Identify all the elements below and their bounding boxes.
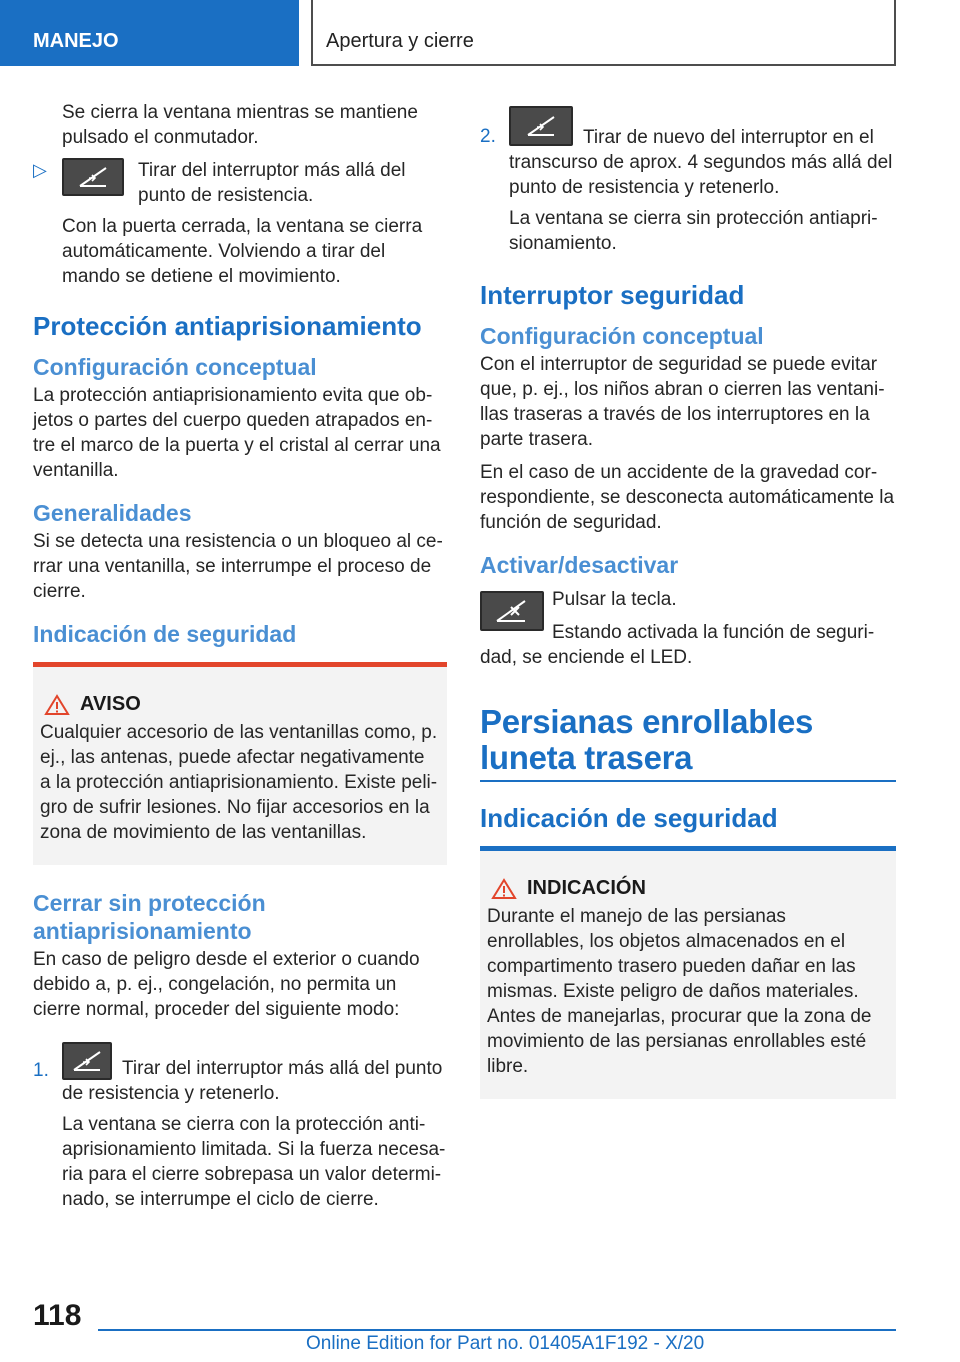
window-switch-icon xyxy=(62,158,124,196)
switch-paragraph-1: Con el interruptor de seguridad se puede evitar que, p. ej., los niños abran o cierren las ventanillas traseras a través de los interruptores en la parte trasera. xyxy=(480,354,885,450)
footer-rule xyxy=(98,1329,896,1331)
heading-toggle: Activar/desactivar xyxy=(480,552,679,578)
bullet-text: Tirar del interruptor más allá del punto de resistencia. xyxy=(138,160,406,206)
info-text: Durante el manejo de las persianas enrollables, los objetos almacenados en el compartimento trasero pueden dañar en las mismas. Existe peligro de daños materiales. Antes de manejarlas, procurar que la zona de movimiento de las persianas enrollables esté libre. xyxy=(487,906,872,1077)
heading-general: Generalidades xyxy=(33,500,192,526)
right-column xyxy=(480,106,896,1099)
general-paragraph: Si se detecta una resistencia o un bloqueo al cerrar una ventanilla, se interrumpe el proceso de cierre. xyxy=(33,531,443,602)
step-1-number: 1. xyxy=(33,1060,49,1081)
window-lock-icon xyxy=(480,591,544,631)
warning-triangle-icon xyxy=(491,878,517,900)
bullet-follow-text: Con la puerta cerrada, la ventana se cierra automáticamente. Volviendo a tirar del mando se detiene el movimiento. xyxy=(62,216,423,287)
bullet-marker: ▷ xyxy=(33,160,47,180)
bullet-item xyxy=(33,158,447,208)
warning-box xyxy=(33,662,447,865)
warning-text: Cualquier accesorio de las ventanillas como, p. ej., las antenas, puede afectar negativamente a la protección antiaprisionamiento. Existe peligro de sufrir lesiones. No fijar accesorios en la zona de movimiento de las ventanillas. xyxy=(40,722,438,843)
info-title xyxy=(487,877,888,900)
heading-close-without-protection: Cerrar sin protección antiaprisionamiento xyxy=(33,890,266,944)
step-2-follow: La ventana se cierra sin protección antiaprisionamiento. xyxy=(509,208,878,254)
step-1 xyxy=(33,1040,447,1106)
step-1-text: Tirar del interruptor más allá del punto de resistencia y retenerlo. xyxy=(62,1058,443,1104)
toggle-line-2: Estando activada la función de seguridad, se enciende el LED. xyxy=(480,622,875,668)
warning-title xyxy=(40,693,439,716)
warning-triangle-icon xyxy=(44,694,70,716)
heading-safety-right: Indicación de seguridad xyxy=(480,803,778,833)
heading-protection: Protección antiaprisionamiento xyxy=(33,311,422,341)
heading-config: Configuración conceptual xyxy=(33,354,317,380)
heading-safety-left: Indicación de seguridad xyxy=(33,621,297,647)
step-1-follow: La ventana se cierra con la protección antiaprisionamiento limitada. Si la fuerza necesaria para el cierre sobrepasa un valor determinado, se interrumpe el ciclo de cierre. xyxy=(62,1114,446,1210)
chapter-label: MANEJO xyxy=(33,30,119,52)
section-header xyxy=(311,0,896,66)
chapter-tab xyxy=(0,0,299,66)
section-title: Apertura y cierre xyxy=(326,30,474,52)
window-switch-icon xyxy=(509,106,573,146)
footer-edition: Online Edition for Part no. 01405A1F192 - X/20 xyxy=(306,1333,705,1354)
step-2 xyxy=(480,106,896,200)
close-paragraph: En caso de peligro desde el exterior o cuando debido a, p. ej., congelación, no permita un cierre normal, proceder del siguiente modo: xyxy=(33,949,420,1020)
info-title-text: INDICACIÓN xyxy=(527,877,646,899)
blinds-heading-block xyxy=(480,704,896,782)
intro-paragraph: Se cierra la ventana mientras se mantiene pulsado el conmutador. xyxy=(62,102,418,148)
switch-paragraph-2: En el caso de un accidente de la gravedad correspondiente, se desconecta automáticamente la función de seguridad. xyxy=(480,462,895,533)
info-box xyxy=(480,846,896,1099)
heading-config-right: Configuración conceptual xyxy=(480,323,764,349)
toggle-instructions xyxy=(480,587,896,670)
left-column xyxy=(33,100,447,1220)
window-switch-icon xyxy=(62,1042,112,1080)
heading-safety-switch: Interruptor seguridad xyxy=(480,280,745,310)
heading-blinds: Persianas enrollables luneta trasera xyxy=(480,703,814,776)
toggle-line-1: Pulsar la tecla. xyxy=(552,589,677,610)
config-paragraph: La protección antiaprisionamiento evita que objetos o partes del cuerpo queden atrapados entre el marco de la puerta y el cristal al cerrar una ventanilla. xyxy=(33,385,441,481)
step-2-number: 2. xyxy=(480,126,496,147)
page-number: 118 xyxy=(33,1299,82,1332)
warning-title-text: AVISO xyxy=(80,693,141,715)
step-2-text: Tirar de nuevo del interruptor en el transcurso de aprox. 4 segundos más allá del punto de resistencia y retenerlo. xyxy=(509,127,893,198)
